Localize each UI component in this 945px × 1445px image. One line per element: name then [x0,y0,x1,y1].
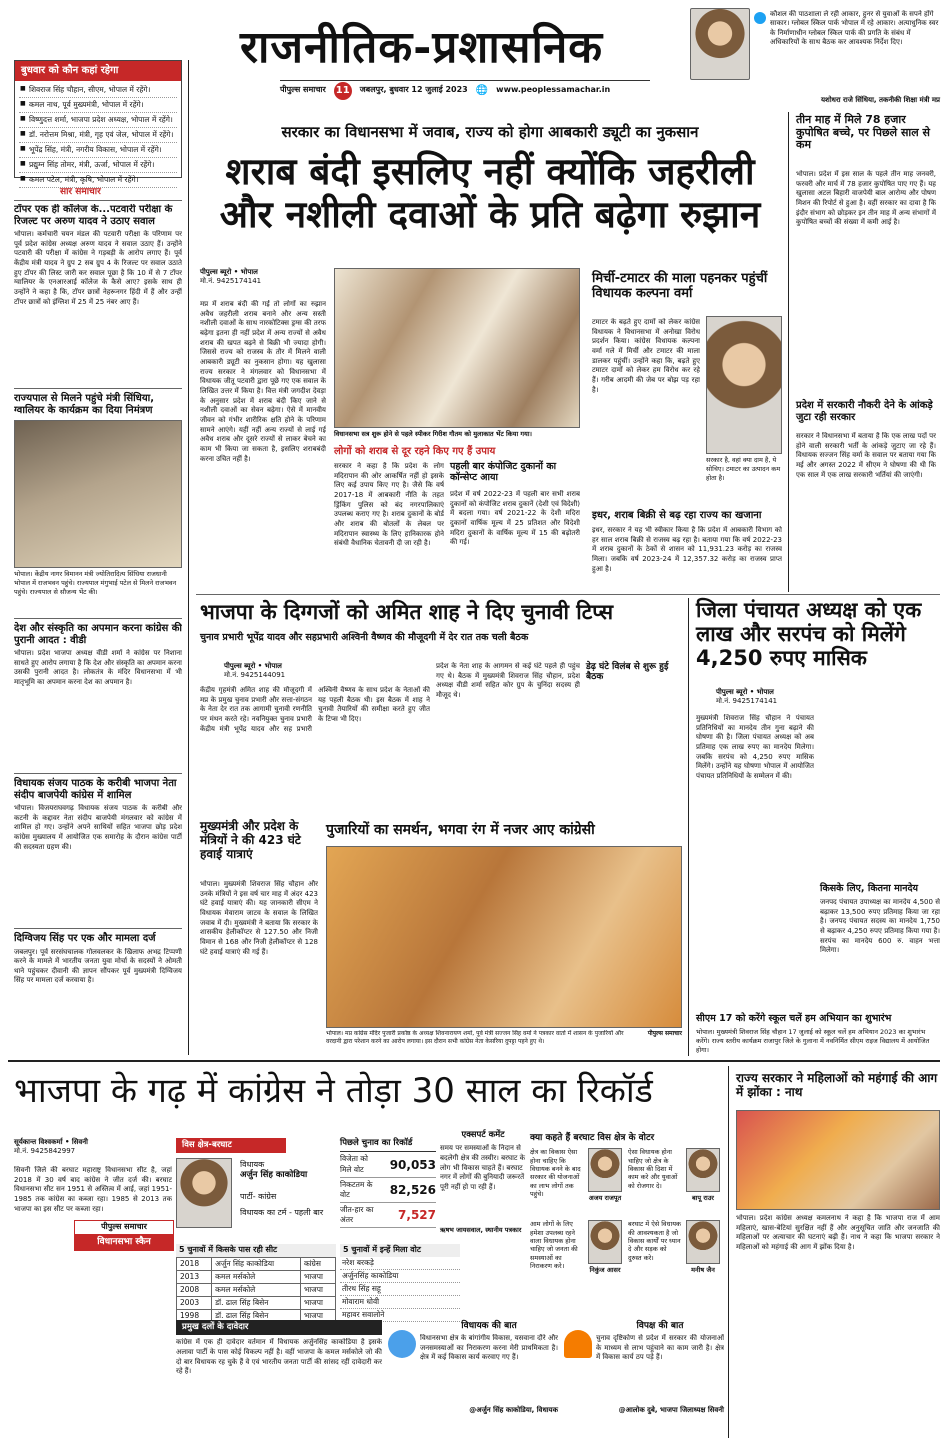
women-photo [736,1110,940,1210]
globe-icon: 🌐 [475,84,489,96]
mla-party-cell: भाजपा [300,1270,335,1283]
sar-rule [14,200,182,201]
bottom-mobile: मो.नं. 9425842997 [14,1147,76,1156]
photo-credit: पीपुल्स समाचार [647,1030,682,1037]
mla-name-cell: डॉ. ढाल सिंह बिसेन [212,1310,301,1323]
scan-badge [74,1220,174,1251]
bottom-body: सिवनी जिले की बरघाट महाराष्ट्र विधानसभा सीट है, जहां 2018 में 30 वर्ष बाद कांग्रेस ने जीत दर्ज की। बरघाट विधानसभा सीट सन 1951 से अस्तित्व में आई, जहां 1951-1985 तक कांग्रेस का कब्जा रहा। 1985 से 2013 तक भाजपा का इस सीट पर कब्जा रहा। [14,1166,172,1213]
voter-quote: क्षेत्र का विकास ऐसा होना चाहिए कि विधायक बनने के बाद सरकार की योजनाओं का लाभ लोगों तक पहुंचे। [530,1148,581,1199]
author-photo [690,8,750,80]
record-label: निकटतम के वोट [340,1179,373,1199]
kids-headline: तीन माह में मिले 78 हजार कुपोषित बच्चे, पर पिछले साल से कम [796,113,930,152]
excise-body: सरकार ने कहा है कि प्रदेश के लोग मदिरापान की ओर आकर्षित नहीं हो इसके लिए कई उपाय किए गए है। जैसे कि वर्ष 2017-18 में आबकारी नीति के तहत ड्रिंकिंग पुलिस को बंद नगरपालिकाएं उपलब्ध कराए गए है। शराब दुकानों के बोर्ड और शराब की बोतलों के लेबल पर मदिरापान स्वास्थ्य के लिए हानिकारक होने संबंधी वैधानिक चेतावनी दी जा रही है। [334,462,444,548]
list-item: तीरथ सिंह सहू [340,1283,460,1296]
whereabouts-item: ■ विष्णुदत्त शर्मा, भाजपा प्रदेश अध्यक्ष, भोपाल में रहेंगे। [19,113,177,128]
record-list [340,1152,436,1228]
record-value: 90,053 [389,1157,436,1172]
congress-photo-caption: भोपाल। मप्र कांग्रेस मंदिर पुजारी प्रकोष्ठ के अध्यक्ष शिवनारायण शर्मा, पूर्व मंत्री सज्जन सिंह वर्मा ने पत्रकार वार्ता में शासन के पुजारियों और वरदानी द्वारा परेशान करने का आरोप लगाया। इस दौरान सभी कांग्रेस नेता केसरिया दुपट्टा पहने हुए थे। [326,1030,624,1046]
bjp-sub-body: प्रदेश के नेता शाह के आगमन से कई घंटे पहले ही पहुंच गए थे। बैठक में मुख्यमंत्री शिवराज सिंह चौहान, प्रदेश अध्यक्ष वीडी शर्मा सहित कोर ग्रुप के चुनिंदा सदस्य ही मौजूद थे। [436,662,580,699]
mla-name-cell: अर्जुन सिंह काकोडिया [212,1257,301,1270]
expert-title: एक्सपर्ट कमेंट [461,1130,505,1140]
whereabouts-box [14,60,182,185]
voter-name: निकुंज आसर [589,1266,621,1275]
sar-item-1-text: भोपाल। कर्मचारी चयन मंडल की पटवारी परीक्षा के परिणाम पर पूर्व प्रदेश कांग्रेस अध्यक्ष अरुण यादव ने सवाल उठाए हैं। उन्होंने पटवारी की परीक्षा में कांग्रेस ने गड़बड़ी के आरोप लगाए हैं। पूर्व केंद्रीय मंत्री यादव ने ग्रुप 2 सब ग्रुप 4 के रिजल्ट पर सवाल उठाते हुए टॉपर की लिस्ट जारी कर सवाल पूछा है कि 10 में से 7 टॉपर ग्वालियर के एनआरआई कॉलेज के कैसे आए? इसके साथ ही उन्होंने ने कहा है कि, टॉपर छात्रों नेहरूनगर हिंदी में हैं और उन्हीं टॉपर छात्रों को इंग्लिश में 25 में 25 नंबर आए हैं। [14,230,182,306]
voter-quote: बरघाट में ऐसे विधायक की आवश्यकता है जो विकास कार्यों पर ध्यान दे और सड़क को दुरुस्त करे। [628,1220,681,1262]
bottom-byline-block [14,1138,174,1157]
bjp-byline: पीपुल्स ब्यूरो • भोपाल [224,662,282,670]
mla-party-cell: भाजपा [300,1297,335,1310]
lead-byline: पीपुल्स ब्यूरो • भोपाल [200,268,258,276]
mla-party-cell: भाजपा [300,1284,335,1297]
opp-text: चुनाव दृष्टिकोण से प्रदेश में सरकार की योजनाओं के माध्यम से लाभ पहुंचाने का काम जारी है। क्षेत्र में विकास कार्य ठप पड़े हैं। [596,1334,724,1362]
panchayat-mobile: मो.नं. 9425174141 [716,697,778,706]
cm-flight-headline: मुख्यमंत्री और प्रदेश के मंत्रियों ने की 423 घंटे हवाई यात्राएं [200,819,301,861]
cm-flight-body: भोपाल। मुख्यमंत्री शिवराज सिंह चौहान और उनके मंत्रियों ने इस वर्ष चार माह में अंदर 423 घंटे हवाई यात्राएं की। यह जानकारी सीएम ने विधायक मेवाराम जाटव के सवाल के लिखित जवाब में दी। मुख्यमंत्री ने बताया कि सरकार के शासकीय हेलीकॉप्टर से 127.50 और निजी विमान से 168 और निजी हेलीकॉप्टर से 128 घंटे हवाई यात्राएं की गई हैं। [200,880,318,956]
expert-box [440,1130,526,1246]
list-item: नरेश बरकड़े [340,1257,460,1270]
excise-sub-headline: पहली बार कंपोजिट दुकानों का कॉन्सेप्ट आया [450,461,557,483]
women-body: भोपाल। प्रदेश कांग्रेस अध्यक्ष कमलनाथ ने कहा है कि भाजपा राज में आम महिलाएं, खास-बेटियां सुरक्षित नहीं हैं और अनुसूचित जाति और जनजाति की महिलाओं पर अत्याचार की घटनाएं बढ़ी हैं। नाथ ने कहा कि भाजपा सरकार ने महिलाओं को महंगाई की आग में झोंक दिया है। [736,1214,940,1251]
list-item: महावर सवालोने [340,1309,460,1322]
panchayat-body: मुख्यमंत्री शिवराज सिंह चौहान ने पंचायत प्रतिनिधियों का मानदेय तीन गुना बढ़ाने की घोषणा की है। जिला पंचायत अध्यक्ष को अब प्रतिमाह एक लाख रुपए का मानदेय मिलेगा। जबकि सरपंच को 4,250 रुपए मासिक मिलेंगे। उन्होंने यह घोषणा भोपाल में आयोजित पंचायत प्रतिनिधियों के सम्मेलन में की। [696,714,814,780]
ticket-title: 5 चुनावों में इन्हें मिला वोट [340,1244,460,1257]
whereabouts-item: ■ डॉ. नरोत्तम मिश्रा, मंत्री, गृह एवं जेल, भोपाल में रहेंगे। [19,128,177,143]
record-row [340,1152,436,1177]
mla-speak-text: विधानसभा क्षेत्र के बांगांगीय विकास, यसवाना दौरे और जनसमस्याओं का निराकरण करना मेरी प्राथमिकता है। क्षेत्र में कई विकास कार्य करवाए गए हैं। [420,1334,558,1362]
opp-box [564,1320,724,1436]
mla-party: पार्टी- कांग्रेस [240,1192,277,1201]
parties-text: कांग्रेस में एक ही दावेदार वर्तमान में विधायक अर्जुनसिंह काकोडिया है इसके अलावा पार्टी के पास कोई विकल्प नहीं है। वहीं भाजपा के कमल मर्सकोले जो की दो बार विधायक रह चुके हैं वे एवं भारतीय जनता पार्टी की सांसद रहीं दावेदारी कर रहे हैं। [176,1338,382,1376]
table-row [177,1297,336,1310]
date-text: जबलपुर, बुधवार 12 जुलाई 2023 [359,85,468,95]
bjp-headline: भाजपा के दिग्गजों को अमित शाह ने दिए चुनावी टिप्स [200,600,614,624]
parties-title: प्रमुख दलों के दावेदार [176,1320,382,1335]
record-title: पिछले चुनाव का रिकॉर्ड [340,1138,436,1152]
divider [14,773,182,774]
lead-headline: शराब बंदी इसलिए नहीं क्योंकि जहरीली और नशीली दवाओं के प्रति बढ़ेगा रुझान [219,149,761,236]
profile-box [176,1138,336,1242]
panchayat-sub-body: जनपद पंचायत उपाध्यक्ष का मानदेय 4,500 से बढ़ाकर 13,500 रुपए प्रतिमाह किया जा रहा है। जनपद पंचायत सदस्य का मानदेय 1,750 से बढ़ाकर 4,250 रुपए प्रतिमाह किया गया है। सरपंच का मानदेय 600 रु. वाहन भत्ता मिलेगा। [820,898,940,955]
divider [14,618,182,619]
whereabouts-item: ■ शिवराज सिंह चौहान, सीएम, भोपाल में रहेंगे। [19,83,177,98]
table-row [177,1270,336,1283]
voters-grid [530,1148,722,1288]
twitter-icon [754,12,766,24]
bjp-body: केंद्रीय गृहमंत्री अमित शाह की मौजूदगी में मप्र के प्रमुख चुनाव प्रभारी और सत्ता-संगठन के नेता देर रात तक आगामी चुनावी रणनीति पर मंथन करते रहे। नवनियुक्त चुनाव प्रभारी केंद्रीय मंत्री भूपेंद्र यादव और सह प्रभारी अश्विनी वैष्णव के साथ प्रदेश के नेताओं की यह पहली बैठक थी। इस बैठक में शाह ने चुनावी तैयारियों की समीक्षा करते हुए जीत के टिप्स भी दिए। [200,686,430,733]
table-row [177,1284,336,1297]
congress-photo [326,846,682,1028]
excise-headline: लोगों को शराब से दूर रहने किए गए हैं उपाय [334,446,496,457]
voters-box [530,1132,722,1292]
masthead [230,6,650,106]
bottom-byline: सूर्यकान्त विश्वकर्मा • सिवनी [14,1138,88,1146]
lead-photo [334,268,580,428]
mla-term: विधायक का टर्म - पहली बार [240,1208,324,1217]
voter-quote: ऐसा विधायक होना चाहिए जो क्षेत्र के विकास की दिशा में काम करे और युवाओं को रोजगार दे। [628,1148,678,1190]
congress-headline: पुजारियों का समर्थन, भगवा रंग में नजर आए कांग्रेसी [326,822,595,838]
past-mlas-table [176,1257,336,1324]
whereabouts-item: ■ भूपेंद्र सिंह, मंत्री, नगरीय विकास, भोपाल में रहेंगे। [19,143,177,158]
mirchi-headline: मिर्ची-टमाटर की माला पहनकर पहुंचीं विधायक कल्पना वर्मा [592,271,768,301]
dateline-strip [280,80,650,100]
voter-photo [686,1220,720,1264]
sar-item-5-title: दिग्विजय सिंह पर एक और मामला दर्ज [14,933,156,944]
voter-name: मनीष जैन [691,1266,715,1275]
voter-name: अजय राजपूत [588,1194,622,1203]
lead-byline-block [200,268,330,287]
table-row [177,1257,336,1270]
bjp-kicker: चुनाव प्रभारी भूपेंद्र यादव और सहप्रभारी अश्विनी वैष्णव की मौजूदगी में देर रात तक चली बैठक [200,632,529,643]
kids-body: भोपाल। प्रदेश में इस साल के पहले तीन माह जनवरी, फरवरी और मार्च में 78 हजार कुपोषित पाए गए हैं। यह खुलासा अटल बिहारी वाजपेयी बाल आरोग्य और पोषण मिशन की रिपोर्ट से हुआ है। वहीं सरकार का दावा है कि इंदौर संभाग को छोड़कर इन तीन माह में अन्य संभागों में कुपोषित बच्चों की संख्या में कमी आई है। [796,170,936,227]
record-row [340,1178,436,1203]
whereabouts-title: बुधवार को कौन कहां रहेगा [15,61,181,81]
mirchi-sub-headline: इधर, शराब बिक्री से बढ़ रहा राज्य का खजाना [592,510,762,521]
lead-photo-caption: विधानसभा सत्र शुरू होने से पहले स्पीकर गिरीश गौतम को मुलाकात भेंट किया गया। [334,430,532,438]
voter-card [530,1148,624,1216]
bottom-headline: भाजपा के गढ़ में कांग्रेस ने तोड़ा 30 साल का रिकॉर्ड [14,1071,653,1111]
section-divider [8,1060,940,1062]
voter-photo [588,1148,622,1192]
mla-speak-title: विधायक की बात [461,1321,517,1331]
bjp-sub-body-cont [586,692,680,812]
lead-kicker: सरकार का विधानसभा में जवाब, राज्य को होगा आबकारी ड्यूटी का नुकसान [281,123,699,141]
panchayat-sub-headline: किसके लिए, कितना मानदेय [820,883,919,894]
voter-card [530,1220,624,1288]
page-number: 11 [334,82,352,100]
jobs-headline: प्रदेश में सरकारी नौकरी देने के आंकड़े जुटा रही सरकार [796,400,933,423]
panchayat-body-cont [820,688,940,878]
record-value: 7,527 [398,1208,436,1222]
website-link[interactable]: www.peoplessamachar.in [496,85,611,95]
paper-name: पीपुल्स समाचार [280,85,326,95]
section-divider [196,594,940,595]
badge-scan: विधानसभा स्कैन [75,1234,173,1250]
mla-name-cell: कमल मर्सकोले [212,1270,301,1283]
voter-photo [686,1148,720,1192]
mla-year-cell: 2013 [177,1270,212,1283]
jobs-body: सरकार ने विधानसभा में बताया है कि एक लाख पदों पर होने वाली सरकारी भर्ती के आंकड़े जुटाए जा रहे हैं। विधायक सज्जन सिंह वर्मा के सवाल पर बताया गया कि मई और अगस्त 2022 में सीएम ने घोषणा की थी कि एक साल में एक लाख सरकारी भर्तियां की जाएंगी। [796,432,936,479]
tweet-author: यशोधरा राजे सिंधिया, तकनीकी शिक्षा मंत्री मप्र [821,96,940,104]
sar-item-2-title: राज्यपाल से मिलने पहुंचे मंत्री सिंधिया, ग्वालियर के कार्यक्रम का दिया निमंत्रण [14,393,155,416]
excise-sub-body: प्रदेश में वर्ष 2022-23 में पहली बार सभी शराब दुकानों को कंपोजिट शराब दुकानें (देशी एवं विदेशी) में बदला गया। वर्ष 2021-22 के देशी मदिरा दुकानों वार्षिक मूल्य में 25 प्रतिशत और विदेशी मदिरा दुकानों के वार्षिक मूल्य में 15 की बढ़ोतरी की गई। [450,490,580,547]
sar-item-2-caption: भोपाल। केंद्रीय नागर विमानन मंत्री ज्योतिरादित्य सिंधिया राजधानी भोपाल में राजभवन पहुंचे। राज्यपाल मंगुभाई पटेल से मिलने राजभवन पहुंचे। राज्यपाल से सौजन्य भेंट की। [14,570,177,596]
list-item: मोवाराम धोवी [340,1296,460,1309]
voter-card [628,1220,722,1288]
record-label: जीत-हार का अंतर [340,1204,374,1225]
mirchi-body: टमाटर के बढ़ते हुए दामों को लेकर कांग्रेस विधायक ने विधानसभा में अनोखा विरोध प्रदर्शन किया। कांग्रेस विधायक कल्पना वर्मा गले में मिर्ची और टमाटर की माला डालकर पहुंचीं। उन्होंने कहा कि, बढ़ते हुए टमाटर दामों को लेकर हम विरोध कर रहे हैं। गरीब आदमी की जेब पर बोझ पड़ रहा है। [592,318,700,394]
voter-quote: आम लोगों के लिए हमेशा उपलब्ध रहने वाला विधायक होना चाहिए जो जनता की समस्याओं का निराकरण करे। [530,1220,578,1271]
divider [14,388,182,389]
record-box [340,1138,436,1228]
lotus-icon [564,1330,592,1358]
mirchi-photo-caption: सरकार है, वहां क्या दाम है, ये सोचिए। टमाटर का उत्पादन कम होता है। [706,456,781,482]
past-mlas-title: 5 चुनावों में किसके पास रही सीट [176,1244,336,1257]
sar-label: सार समाचार [60,187,101,197]
sar-item-4-title: विधायक संजय पाठक के करीबी भाजपा नेता संदीप बाजपेयी कांग्रेस में शामिल [14,778,177,801]
expert-name: ऋषभ जायसवाल, स्थानीय पत्रकार [440,1226,522,1235]
mla-speak-box [388,1320,558,1436]
opp-name: @आलोक दुबे, भाजपा जिलाध्यक्ष सिवनी [618,1406,724,1415]
panchayat-byline: पीपुल्स ब्यूरो • भोपाल [716,688,774,696]
column-divider [728,1066,729,1438]
mla-year-cell: 2018 [177,1257,212,1270]
opp-title: विपक्ष की बात [636,1321,684,1331]
record-row [340,1203,436,1228]
mla-speak-name: @अर्जुन सिंह काकोडिया, विधायक [469,1406,558,1415]
mla-photo [176,1158,232,1228]
mla-party-cell: भाजपा [300,1310,335,1323]
column-divider [788,112,789,592]
women-headline: राज्य सरकार ने महिलाओं को महंगाई की आग में झोंका : नाथ [736,1071,938,1099]
voter-name: बापू राउर [692,1194,714,1203]
mla-name: अर्जुन सिंह काकोडिया [240,1170,308,1180]
bjp-sub-headline: डेढ़ घंटे विलंब से शुरू हुई बैठक [586,662,669,683]
scindia-photo [14,420,182,568]
divider [14,928,182,929]
voters-title: क्या कहते हैं बरघाट विस क्षेत्र के वोटर [530,1133,655,1143]
tweet-text: कौशल की पाठशाला ले रही आकार, हुनर से युवाओं के सपने होंगे साकार। ग्लोबल स्किल पार्क भोपाल में रहे आकार। अत्याधुनिक स्वर के निर्माणाधीन ग्लोबल स्किल पार्क की प्रगति के संबंध में अधिकारियों के साथ बैठक कर आवश्यक निर्देश दिए। [770,10,939,47]
mirchi-sub-body: इधर, सरकार ने यह भी स्वीकार किया है कि प्रदेश में आबकारी विभाग को हर साल शराब बिक्री से राजस्व बढ़ रहा है। बताया गया कि वर्ष 2022-23 में शराब दुकानों के ठेकों से शासन को 11,931.23 करोड़ का राजस्व मिला। जबकि वर्ष 2023-24 में 12,357.32 करोड़ का राजस्व प्राप्त हुआ है। [592,526,782,573]
mla-party-cell: कांग्रेस [300,1257,335,1270]
profile-title: विस क्षेत्र-बरघाट [176,1138,286,1153]
bjp-byline-block [224,662,344,681]
voter-photo [588,1220,622,1264]
column-divider [188,60,189,1055]
record-label: विजेता को मिले वोट [340,1154,368,1174]
record-value: 82,526 [389,1182,436,1197]
mla-year-cell: 2008 [177,1284,212,1297]
lead-mobile: मो.नं. 9425174141 [200,277,262,286]
column-divider [688,598,689,1056]
sar-item-5-text: जबलपुर। पूर्व सरसंघचालक गोलवलकर के खिलाफ अभद्र टिप्पणी करने के मामले में भारतीय जनता युवा मोर्चा के सदस्यों ने ओमती थाने पहुंचकर दीवानी की ज्ञापन सौंपकर पूर्व मुख्यमंत्री दिग्विजय सिंह पर मामला दर्ज करवाया है। [14,947,182,985]
whereabouts-item: ■ कमल नाथ, पूर्व मुख्यमंत्री, भोपाल में रहेंगे। [19,98,177,113]
lead-body: मप्र में शराब बंदी की गई तो लोगों का रुझान अवैध जहरीली शराब बनाने और अन्य सस्ती नशीली दवाओं के साथ नारकोटिक्स ड्रग्स की तरफ बढ़ेगा इतना ही नहीं प्रदेश में अन्य राज्यों से अवैध शराब की खपत बढ़ने से बिक्री भी ज्यादा होगी। जिससे राज्य को राजस्व के तौर में मिलने वाली आबकारी ड्यूटी का नुकसान होगा। यह खुलासा राज्य सरकार ने मंगलवार को विधानसभा में विधायक जीतू पटवारी द्वारा पूछे गए एक सवाल के लिखित उत्तर में किया है। वित्त मंत्री जगदीश देवड़ा के अनुसार प्रदेश में शराब बंदी किए जाने से नशीली दवाओं का सेवन बढ़ेगा। ऐसे में मानवीय जीवन को गंभीर शारीरिक क्षति होने के परिणाम सामने आएंगे। यहीं नहीं अन्य राज्यों से लाई गई अवैध शराब और दूसरे राज्यों से लाकर बेचने का काम भी किया जा सकता है, इसलिए शराबबंदी करना उचित नहीं है। [200,300,326,463]
congress-hand-icon [388,1330,416,1358]
parties-box [176,1320,382,1436]
bjp-mobile: मो.नं. 9425144091 [224,671,286,680]
mla-year-cell: 1998 [177,1310,212,1323]
whereabouts-item: ■ प्रद्युम्न सिंह तोमर, मंत्री, ऊर्जा, भोपाल में रहेंगे। [19,158,177,173]
ticket-list [340,1257,460,1323]
sar-item-3-title: देश और संस्कृति का अपमान करना कांग्रेस की पुरानी आदत : वीडी [14,623,182,646]
panchayat-headline: जिला पंचायत अध्यक्ष को एक लाख और सरपंच को मिलेंगे 4,250 रुपए मासिक [696,598,922,671]
mla-name-cell: कमल मर्सकोले [212,1284,301,1297]
voter-card [628,1148,722,1216]
cm-school-headline: सीएम 17 को करेंगे स्कूल चलें हम अभियान का शुभारंभ [696,1013,892,1024]
badge-paper: पीपुल्स समाचार [101,1222,147,1231]
expert-text: समय पर समस्याओं के निदान से बदलेगी क्षेत्र की तस्वीर। बरघाट के लोग भी विकास चाहते हैं। बरघाट नगर में लोगों की बुनियादी जरूरतें पूरी नहीं हो पा रही हैं। [440,1144,526,1192]
sar-column [14,204,182,1054]
list-item: अर्जुनसिंह काकोडिया [340,1270,460,1283]
past-mlas-box [176,1244,336,1323]
sar-item-4-text: भोपाल। विजयराघवगढ़ विधायक संजय पाठक के करीबी और कटनी के कद्दावर नेता संदीप बाजपेयी मंगलवार को कांग्रेस में शामिल हो गए। उन्होंने अपने साथियों सहित भाजपा छोड़ प्रदेश कांग्रेस मुख्यालय में आयोजित एक समारोह के दौरान कांग्रेस पार्टी की सदस्यता ग्रहण की। [14,804,182,851]
sar-item-1-title: टॉपर एक ही कॉलेज के...पटवारी परीक्षा के रिजल्ट पर अरुण यादव ने उठाए सवाल [14,204,173,227]
mla-year-cell: 2003 [177,1297,212,1310]
mla-name-cell: डॉ. ढाल सिंह बिसेन [212,1297,301,1310]
whereabouts-item: ■ कमल पटेल, मंत्री, कृषि, भोपाल में रहेंगे। [19,173,177,188]
section-title: राजनीतिक-प्रशासनिक [240,22,604,73]
sar-item-3-text: भोपाल। प्रदेश भाजपा अध्यक्ष वीडी शर्मा ने कांग्रेस पर निशाना साधते हुए आरोप लगाया है कि देश और संस्कृति का अपमान करना उसकी पुरानी आदत है। लोकतंत्र के मंदिर विधानसभा में भी मातृभूमि का अपमान करना देश का अपमान है। [14,649,182,686]
cm-school-text: भोपाल। मुख्यमंत्री शिवराज सिंह चौहान 17 जुलाई को स्कूल चलें हम अभियान 2023 का शुभारंभ करेंगे। राज्य स्तरीय कार्यक्रम राजापुर जिले के गुलाना में नवनिर्मित सीएम राइज विद्यालय में आयोजित होगा। [696,1028,930,1054]
ticket-box [340,1244,460,1322]
tweet-box [690,8,940,108]
whereabouts-list [15,81,181,191]
kalpana-photo [706,316,782,454]
mla-label: विधायक [240,1160,265,1169]
